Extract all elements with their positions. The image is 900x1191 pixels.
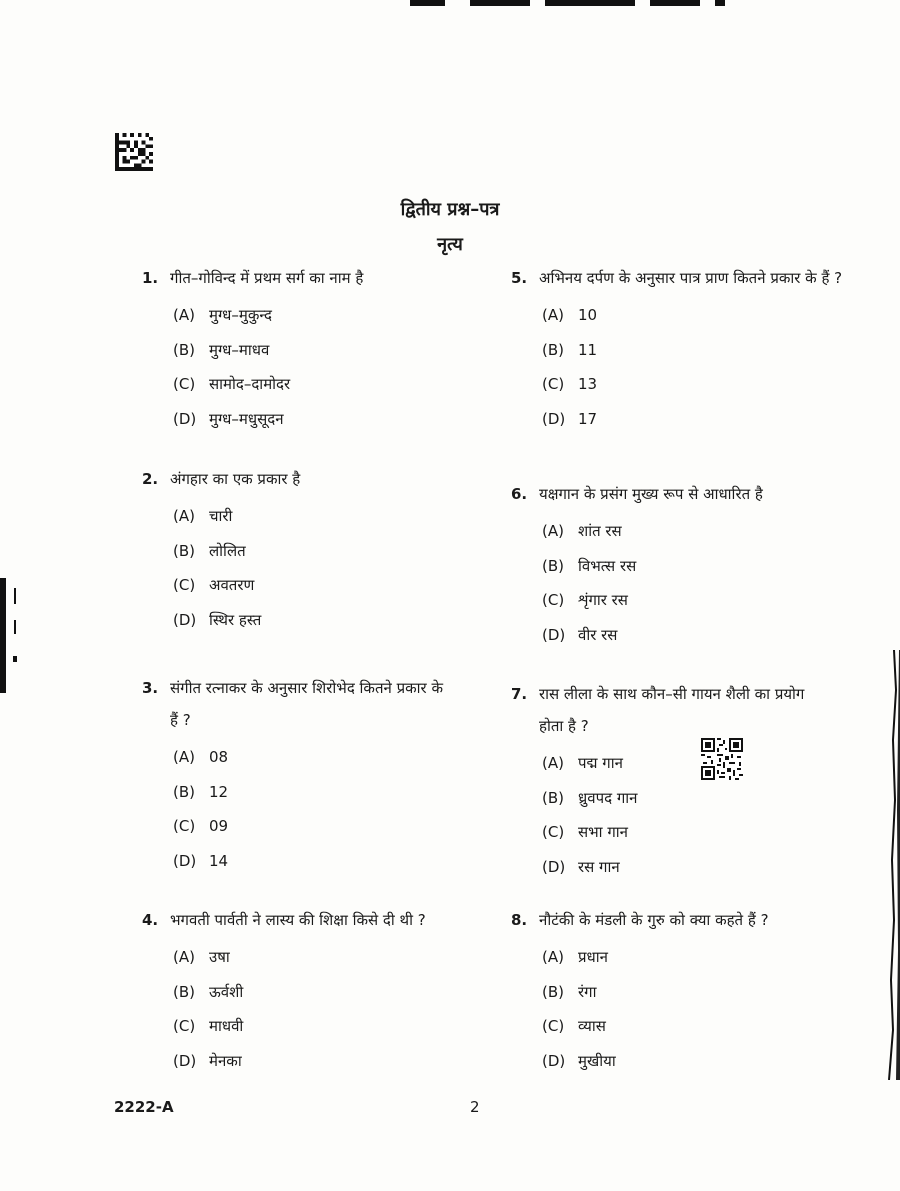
option-b[interactable]: (B) रंगा — [542, 982, 597, 1001]
question-7 — [511, 678, 821, 884]
option-c[interactable]: (C) शृंगार रस — [542, 591, 628, 609]
right-edge-scan-mark — [876, 650, 900, 1080]
option-a[interactable]: (A) मुग्ध–मुकुन्द — [173, 306, 273, 324]
paper-code: 2222-A — [114, 1098, 174, 1116]
subject-title: नृत्य — [437, 234, 463, 255]
question-number: 1. — [142, 269, 159, 287]
question-6 — [511, 478, 846, 652]
option-a[interactable]: (A) चारी — [173, 507, 233, 525]
option-c[interactable]: (C) माधवी — [173, 1017, 244, 1035]
question-4 — [142, 904, 492, 1078]
datamatrix-barcode — [114, 133, 154, 171]
question-number: 5. — [511, 269, 528, 287]
option-a[interactable]: (A) प्रधान — [542, 948, 608, 966]
option-d[interactable]: (D) मेनका — [173, 1051, 242, 1070]
question-number: 6. — [511, 485, 528, 503]
option-a[interactable]: (A) 10 — [542, 306, 598, 324]
option-d[interactable]: (D) मुग्ध–मधुसूदन — [173, 409, 284, 428]
question-3 — [142, 672, 447, 878]
option-c[interactable]: (C) सभा गान — [542, 823, 628, 841]
option-a[interactable]: (A) पद्म गान — [542, 754, 623, 772]
question-text: भगवती पार्वती ने लास्य की शिक्षा किसे दी थी ? — [170, 911, 426, 929]
question-number: 3. — [142, 679, 159, 697]
option-b[interactable]: (B) विभत्स रस — [542, 556, 637, 575]
option-d[interactable]: (D) स्थिर हस्त — [173, 610, 262, 629]
question-text: नौटंकी के मंडली के गुरु को क्या कहते हैं ? — [539, 911, 769, 929]
option-d[interactable]: (D) रस गान — [542, 857, 620, 876]
option-b[interactable]: (B) 12 — [173, 782, 229, 801]
question-1 — [142, 262, 477, 436]
option-c[interactable]: (C) 09 — [173, 817, 229, 835]
option-b[interactable]: (B) मुग्ध–माधव — [173, 340, 270, 359]
question-5 — [511, 262, 846, 436]
option-c[interactable]: (C) सामोद–दामोदर — [173, 375, 291, 393]
option-d[interactable]: (D) 14 — [173, 851, 229, 870]
option-b[interactable]: (B) 11 — [542, 340, 598, 359]
question-number: 7. — [511, 685, 528, 703]
qr-code — [701, 738, 743, 780]
option-b[interactable]: (B) ऊर्वशी — [173, 982, 244, 1001]
page-number: 2 — [470, 1098, 480, 1116]
option-d[interactable]: (D) 17 — [542, 409, 598, 428]
option-a[interactable]: (A) शांत रस — [542, 522, 622, 540]
question-8 — [511, 904, 856, 1078]
question-text: संगीत रत्नाकर के अनुसार शिरोभेद कितने प्रकार के हैं ? — [170, 679, 443, 729]
option-c[interactable]: (C) अवतरण — [173, 576, 255, 594]
question-number: 2. — [142, 470, 159, 488]
option-a[interactable]: (A) उषा — [173, 948, 230, 966]
option-c[interactable]: (C) 13 — [542, 375, 598, 393]
question-text: रास लीला के साथ कौन–सी गायन शैली का प्रयोग होता है ? — [539, 685, 805, 735]
question-number: 8. — [511, 911, 528, 929]
option-b[interactable]: (B) लोलित — [173, 541, 246, 560]
question-2 — [142, 463, 477, 637]
paper-title: द्वितीय प्रश्न–पत्र — [400, 199, 500, 220]
option-c[interactable]: (C) व्यास — [542, 1017, 606, 1035]
question-text: गीत–गोविन्द में प्रथम सर्ग का नाम है — [170, 269, 364, 287]
option-a[interactable]: (A) 08 — [173, 748, 229, 766]
question-text: अभिनय दर्पण के अनुसार पात्र प्राण कितने प्रकार के हैं ? — [539, 269, 843, 287]
option-d[interactable]: (D) वीर रस — [542, 625, 618, 644]
question-text: यक्षगान के प्रसंग मुख्य रूप से आधारित है — [539, 485, 763, 503]
question-number: 4. — [142, 911, 159, 929]
option-b[interactable]: (B) ध्रुवपद गान — [542, 788, 638, 807]
left-edge-scan-mark — [0, 578, 22, 693]
question-text: अंगहार का एक प्रकार है — [170, 470, 301, 488]
option-d[interactable]: (D) मुखीया — [542, 1051, 616, 1070]
top-edge-print-mark — [410, 0, 730, 7]
